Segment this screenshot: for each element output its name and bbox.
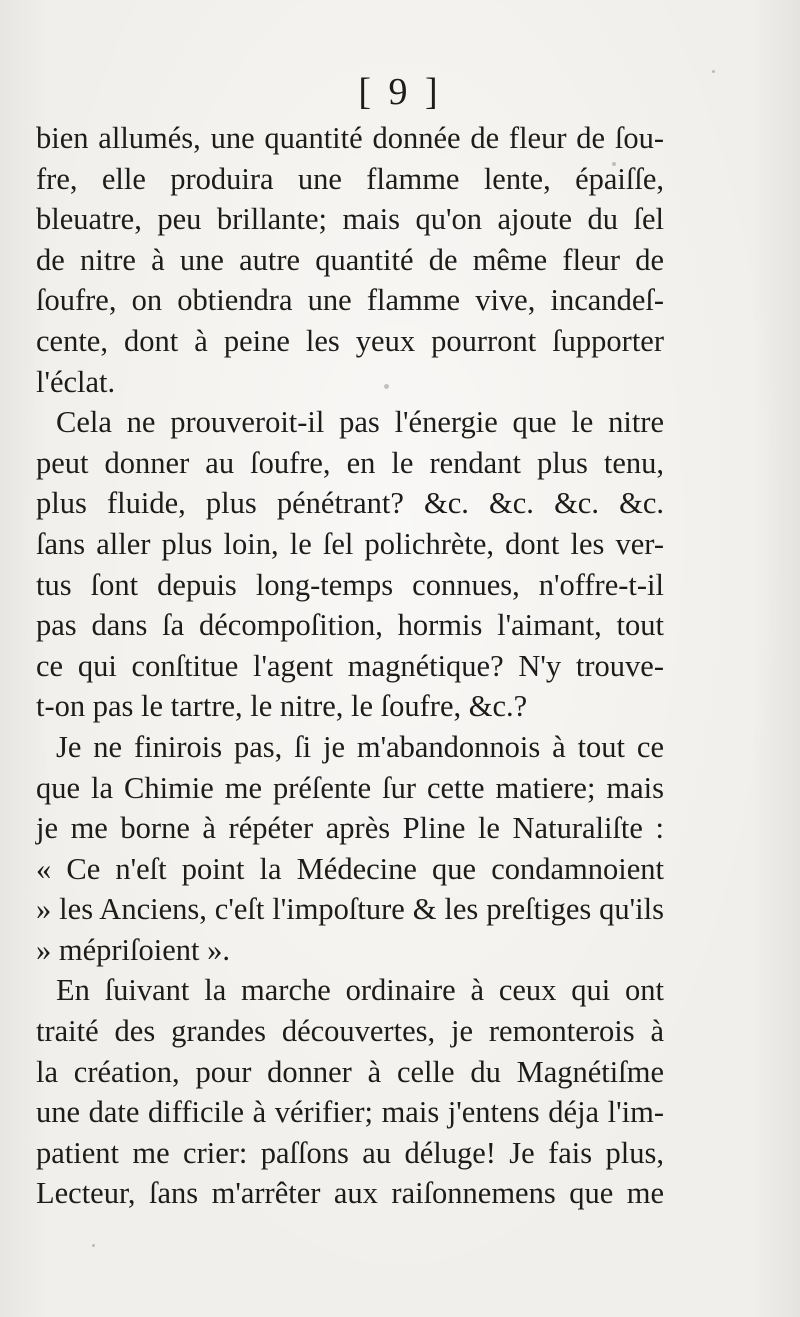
text-line: une date difficile à vérifier; mais j'entens déja l'im- <box>36 1095 664 1130</box>
text-line: « Ce n'eſt point la Médecine que condamnoient <box>36 851 664 886</box>
text-line: l'éclat. <box>36 364 116 399</box>
text-line: t-on pas le tartre, le nitre, le ſoufre, &c.? <box>36 689 528 724</box>
text-line: ſans aller plus loin, le ſel polichrète, dont les ver- <box>36 526 664 561</box>
body-text <box>36 118 664 1214</box>
text-line: que la Chimie me préſente ſur cette matiere; mais <box>36 770 664 805</box>
page-number-header: [ 9 ] <box>358 71 442 113</box>
text-line: ce qui conſtitue l'agent magnétique? N'y trouve- <box>36 648 664 683</box>
text-line: peut donner au ſoufre, en le rendant plus tenu, <box>36 445 664 480</box>
text-line: pas dans ſa décompoſition, hormis l'aimant, tout <box>36 608 664 643</box>
text-line: plus fluide, plus pénétrant? &c. &c. &c. &c. <box>36 486 664 521</box>
text-line: » les Anciens, c'eſt l'impoſture & les preſtiges qu'ils <box>36 892 664 927</box>
text-line: de nitre à une autre quantité de même fleur de <box>36 242 664 277</box>
paper-speck <box>712 70 715 73</box>
text-line: patient me crier: paſſons au déluge! Je fais plus, <box>36 1135 664 1170</box>
text-line: En ſuivant la marche ordinaire à ceux qui ont <box>56 973 664 1008</box>
paper-speck <box>384 384 389 389</box>
text-line: Je ne finirois pas, ſi je m'abandonnois à tout ce <box>56 729 664 764</box>
text-line: je me borne à répéter après Pline le Naturaliſte : <box>36 811 664 846</box>
text-line: traité des grandes découvertes, je remonterois à <box>36 1014 664 1049</box>
paper-speck <box>612 162 616 166</box>
text-line: ſoufre, on obtiendra une flamme vive, incandeſ- <box>36 283 664 318</box>
text-line: fre, elle produira une flamme lente, épaiſſe, <box>36 161 664 196</box>
text-line: » mépriſoient ». <box>36 932 230 967</box>
text-line: bleuatre, peu brillante; mais qu'on ajoute du ſel <box>36 202 664 237</box>
paper-speck <box>92 1244 95 1247</box>
text-line: Cela ne prouveroit-il pas l'énergie que le nitre <box>56 405 664 440</box>
text-line: tus ſont depuis long-temps connues, n'offre-t-il <box>36 567 664 602</box>
text-line: Lecteur, ſans m'arrêter aux raiſonnemens que me <box>36 1176 664 1211</box>
text-line: cente, dont à peine les yeux pourront ſupporter <box>36 323 664 358</box>
text-line: la création, pour donner à celle du Magnétiſme <box>36 1054 664 1089</box>
text-line: bien allumés, une quantité donnée de fleur de ſou- <box>36 121 664 155</box>
